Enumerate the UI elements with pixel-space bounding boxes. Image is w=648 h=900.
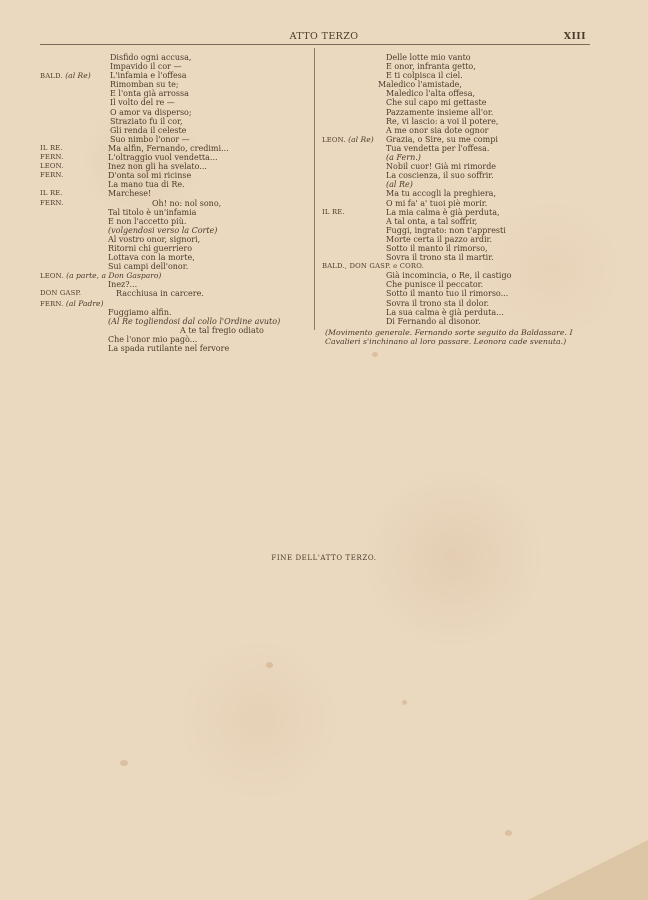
verse-line [40,62,310,71]
verse-text: Maledico l'amistade, [378,80,462,90]
verse-text: E non l'accetto più. [108,216,187,226]
verse-line [40,271,310,280]
verse-line [40,326,310,335]
verse-text: Già incomincia, o Re, il castigo [386,271,512,281]
page-corner [528,840,648,900]
verse-text: Fuggi, ingrato: non t'appresti [386,225,506,235]
verse-text: Ma tu accogli la preghiera, [386,189,496,199]
verse-text: E ti colpisca il ciel. [386,71,463,81]
verse-text: Che l'onor mio pagò... [108,334,198,344]
verse-line [322,235,592,244]
speaker-label [322,262,424,271]
verse-text: Racchiusa in carcere. [116,289,204,299]
speaker-direction: (al Re) [345,134,374,144]
speaker-name: BALD., DON GASP. e CORO. [322,262,424,271]
verse-text: L'infamia e l'offesa [110,71,187,81]
verse-text: Grazia, o Sire, su me compi [386,134,498,144]
verse-line [322,162,592,171]
verse-line [322,89,592,98]
paper-stain [372,352,378,357]
verse-line [322,180,592,189]
verse-text: Tal titolo è un'infamia [108,207,197,217]
verse-line [40,226,310,235]
verse-line [40,162,310,171]
verse-text: La sua calma è già perduta... [386,307,504,317]
verse-text: O mi fa' a' tuoi piè morir. [386,198,488,208]
verse-text: Oh! no: nol sono, [152,198,222,208]
verse-text: D'onta sol mi ricinse [108,171,192,181]
speaker-direction: (al Padre) [63,298,104,308]
speaker-name: FERN. [40,153,64,162]
verse-text: Inez?... [108,280,138,290]
verse-text: Straziato fu il cor, [110,116,183,126]
verse-text: Marchese! [108,189,152,199]
verse-text: La mano tua di Re. [108,180,185,190]
verse-line [40,280,310,289]
verse-line [40,262,310,271]
speaker-name: LEON. [40,162,64,171]
verse-line [322,299,592,308]
verse-line [40,53,310,62]
verse-line [40,317,310,326]
verse-line [40,244,310,253]
verse-text: E l'onta già arrossa [110,89,189,99]
verse-text: A te tal fregio odiato [180,325,264,335]
verse-line [40,308,310,317]
verse-line [322,262,592,271]
speaker-name: FERN. [40,299,64,308]
verse-text: Sovra il trono sta il dolor. [386,298,490,308]
verse-line [40,98,310,107]
verse-line [40,171,310,180]
verse-line [322,199,592,208]
verse-line [322,98,592,107]
verse-text: Ritorni chi guerriero [108,243,193,253]
verse-text: Morte certa il pazzo ardir. [386,234,492,244]
verse-line [322,153,592,162]
verse-text: Delle lotte mio vanto [386,53,471,62]
verse-text: Suo nimbo l'onor — [110,134,190,144]
verse-line [40,89,310,98]
verse-line [40,71,310,80]
speaker-label [40,153,63,162]
speaker-name: IL RE. [40,143,63,152]
stage-direction-inline: (a Fern.) [386,153,421,163]
verse-line [40,80,310,89]
verse-line [40,180,310,189]
verse-line [322,208,592,217]
verse-line [322,317,592,326]
verse-line [322,144,592,153]
speaker-direction: (al Re) [62,71,91,81]
verse-text: O amor va disperso; [110,107,192,117]
verse-line [322,280,592,289]
verse-text: Disfido ogni accusa, [110,53,192,62]
verse-line [322,108,592,117]
speaker-name: IL RE. [40,189,63,198]
paper-stain [266,662,273,668]
verse-line [322,80,592,89]
verse-line [40,344,310,353]
verse-line [40,135,310,144]
stage-direction-inline: (al Re) [386,180,413,190]
stage-direction-inline: (volgendosi verso la Corte) [108,225,218,235]
verse-line [322,308,592,317]
verse-text: Fuggiamo alfin. [108,307,172,317]
verse-line [322,117,592,126]
verse-line [322,244,592,253]
speaker-name: BALD. [40,72,63,81]
verse-text: Tua vendetta per l'offesa. [386,143,490,153]
verse-line [322,126,592,135]
verse-line [40,299,310,308]
speaker-label [40,189,63,198]
verse-line [322,71,592,80]
paper-stain [120,760,128,766]
verse-text: Pazzamente insieme all'or. [386,107,494,117]
verse-text: Inez non gli ha svelato... [108,162,207,172]
verse-text: Sotto il manto tuo il rimorso... [386,289,509,299]
verse-text: Sotto il manto il rimorso, [386,243,488,253]
speaker-name: FERN. [40,171,64,180]
verse-line [322,189,592,198]
page-number: XIII [563,31,586,42]
header-rule [40,44,590,45]
verse-text: Lottava con la morte, [108,253,195,263]
column-divider [314,48,315,330]
verse-line [322,62,592,71]
verse-text: Rimomban su te; [110,80,179,90]
verse-line [40,153,310,162]
stage-direction-inline: (Al Re togliendosi dal collo l'Ordine avuto) [108,316,281,326]
verse-line [322,217,592,226]
verse-text: Sovra il trono sta il martir. [386,253,494,263]
end-of-act-note: FINE DELL'ATTO TERZO. [271,554,377,562]
verse-text: Che punisce il peccator. [386,280,484,290]
page-header [0,31,648,45]
verse-text: Al vostro onor, signori, [108,234,201,244]
speaker-label [40,171,63,180]
speaker-name: LEON. [322,135,346,144]
verse-text: Di Fernando al disonor. [386,316,481,326]
verse-line [40,144,310,153]
speaker-name: IL RE. [322,207,345,216]
speaker-direction: (a parte, a Don Gasparo) [63,271,162,281]
verse-line [40,217,310,226]
verse-line [322,271,592,280]
speaker-label [322,208,345,217]
verse-line [322,253,592,262]
verse-text: Gli renda il celeste [110,125,187,135]
speaker-name: FERN. [40,198,64,207]
right-column [322,53,592,346]
verse-text: La spada rutilante nel fervore [108,344,230,353]
verse-line [40,189,310,198]
speaker-label [40,289,81,298]
verse-text: E onor, infranta getto, [386,62,476,72]
verse-line [40,289,310,298]
verse-line [40,117,310,126]
speaker-label [40,162,64,171]
verse-line [322,135,592,144]
verse-text: Sui campi dell'onor. [108,262,189,272]
paper-stain [505,830,512,836]
verse-text: Ma alfin, Fernando, credimi... [108,143,229,153]
speaker-label [40,144,63,153]
verse-line [322,171,592,180]
verse-text: Nobil cuor! Già mi rimorde [386,162,497,172]
verse-text: La coscienza, il suo soffrir. [386,171,494,181]
verse-text: A me onor sia dote ognor [386,125,489,135]
left-column [40,53,310,353]
verse-line [40,208,310,217]
verse-line [322,53,592,62]
verse-line [40,335,310,344]
verse-line [322,226,592,235]
verse-line [40,253,310,262]
speaker-label [40,199,63,208]
paper-stain [402,700,407,705]
verse-text: La mia calma è già perduta, [386,207,500,217]
closing-stage-direction: (Movimento generale. Fernando sorte seguito da Baldassare. I Cavalieri s'inchinano al loro passare. Leonora cade svenuta.) [325,327,573,346]
verse-line [40,126,310,135]
verse-line [322,289,592,298]
speaker-name: DON GASP. [40,289,82,298]
verse-text: Re, vi lascio: a voi il potere, [386,116,499,126]
verse-text: Impavido il cor — [110,62,182,72]
verse-text: L'oltraggio vuol vendetta... [108,153,218,163]
verse-text: A tal onta, a tal soffrir, [386,216,478,226]
speaker-name: LEON. [40,272,64,281]
verse-line [40,199,310,208]
verse-text: Che sul capo mi gettaste [386,98,487,108]
verse-line [40,108,310,117]
verse-line [40,235,310,244]
verse-text: Maledico l'alta offesa, [386,89,476,99]
running-head: ATTO TERZO [289,31,359,42]
verse-text: Il volto del re — [110,98,175,108]
